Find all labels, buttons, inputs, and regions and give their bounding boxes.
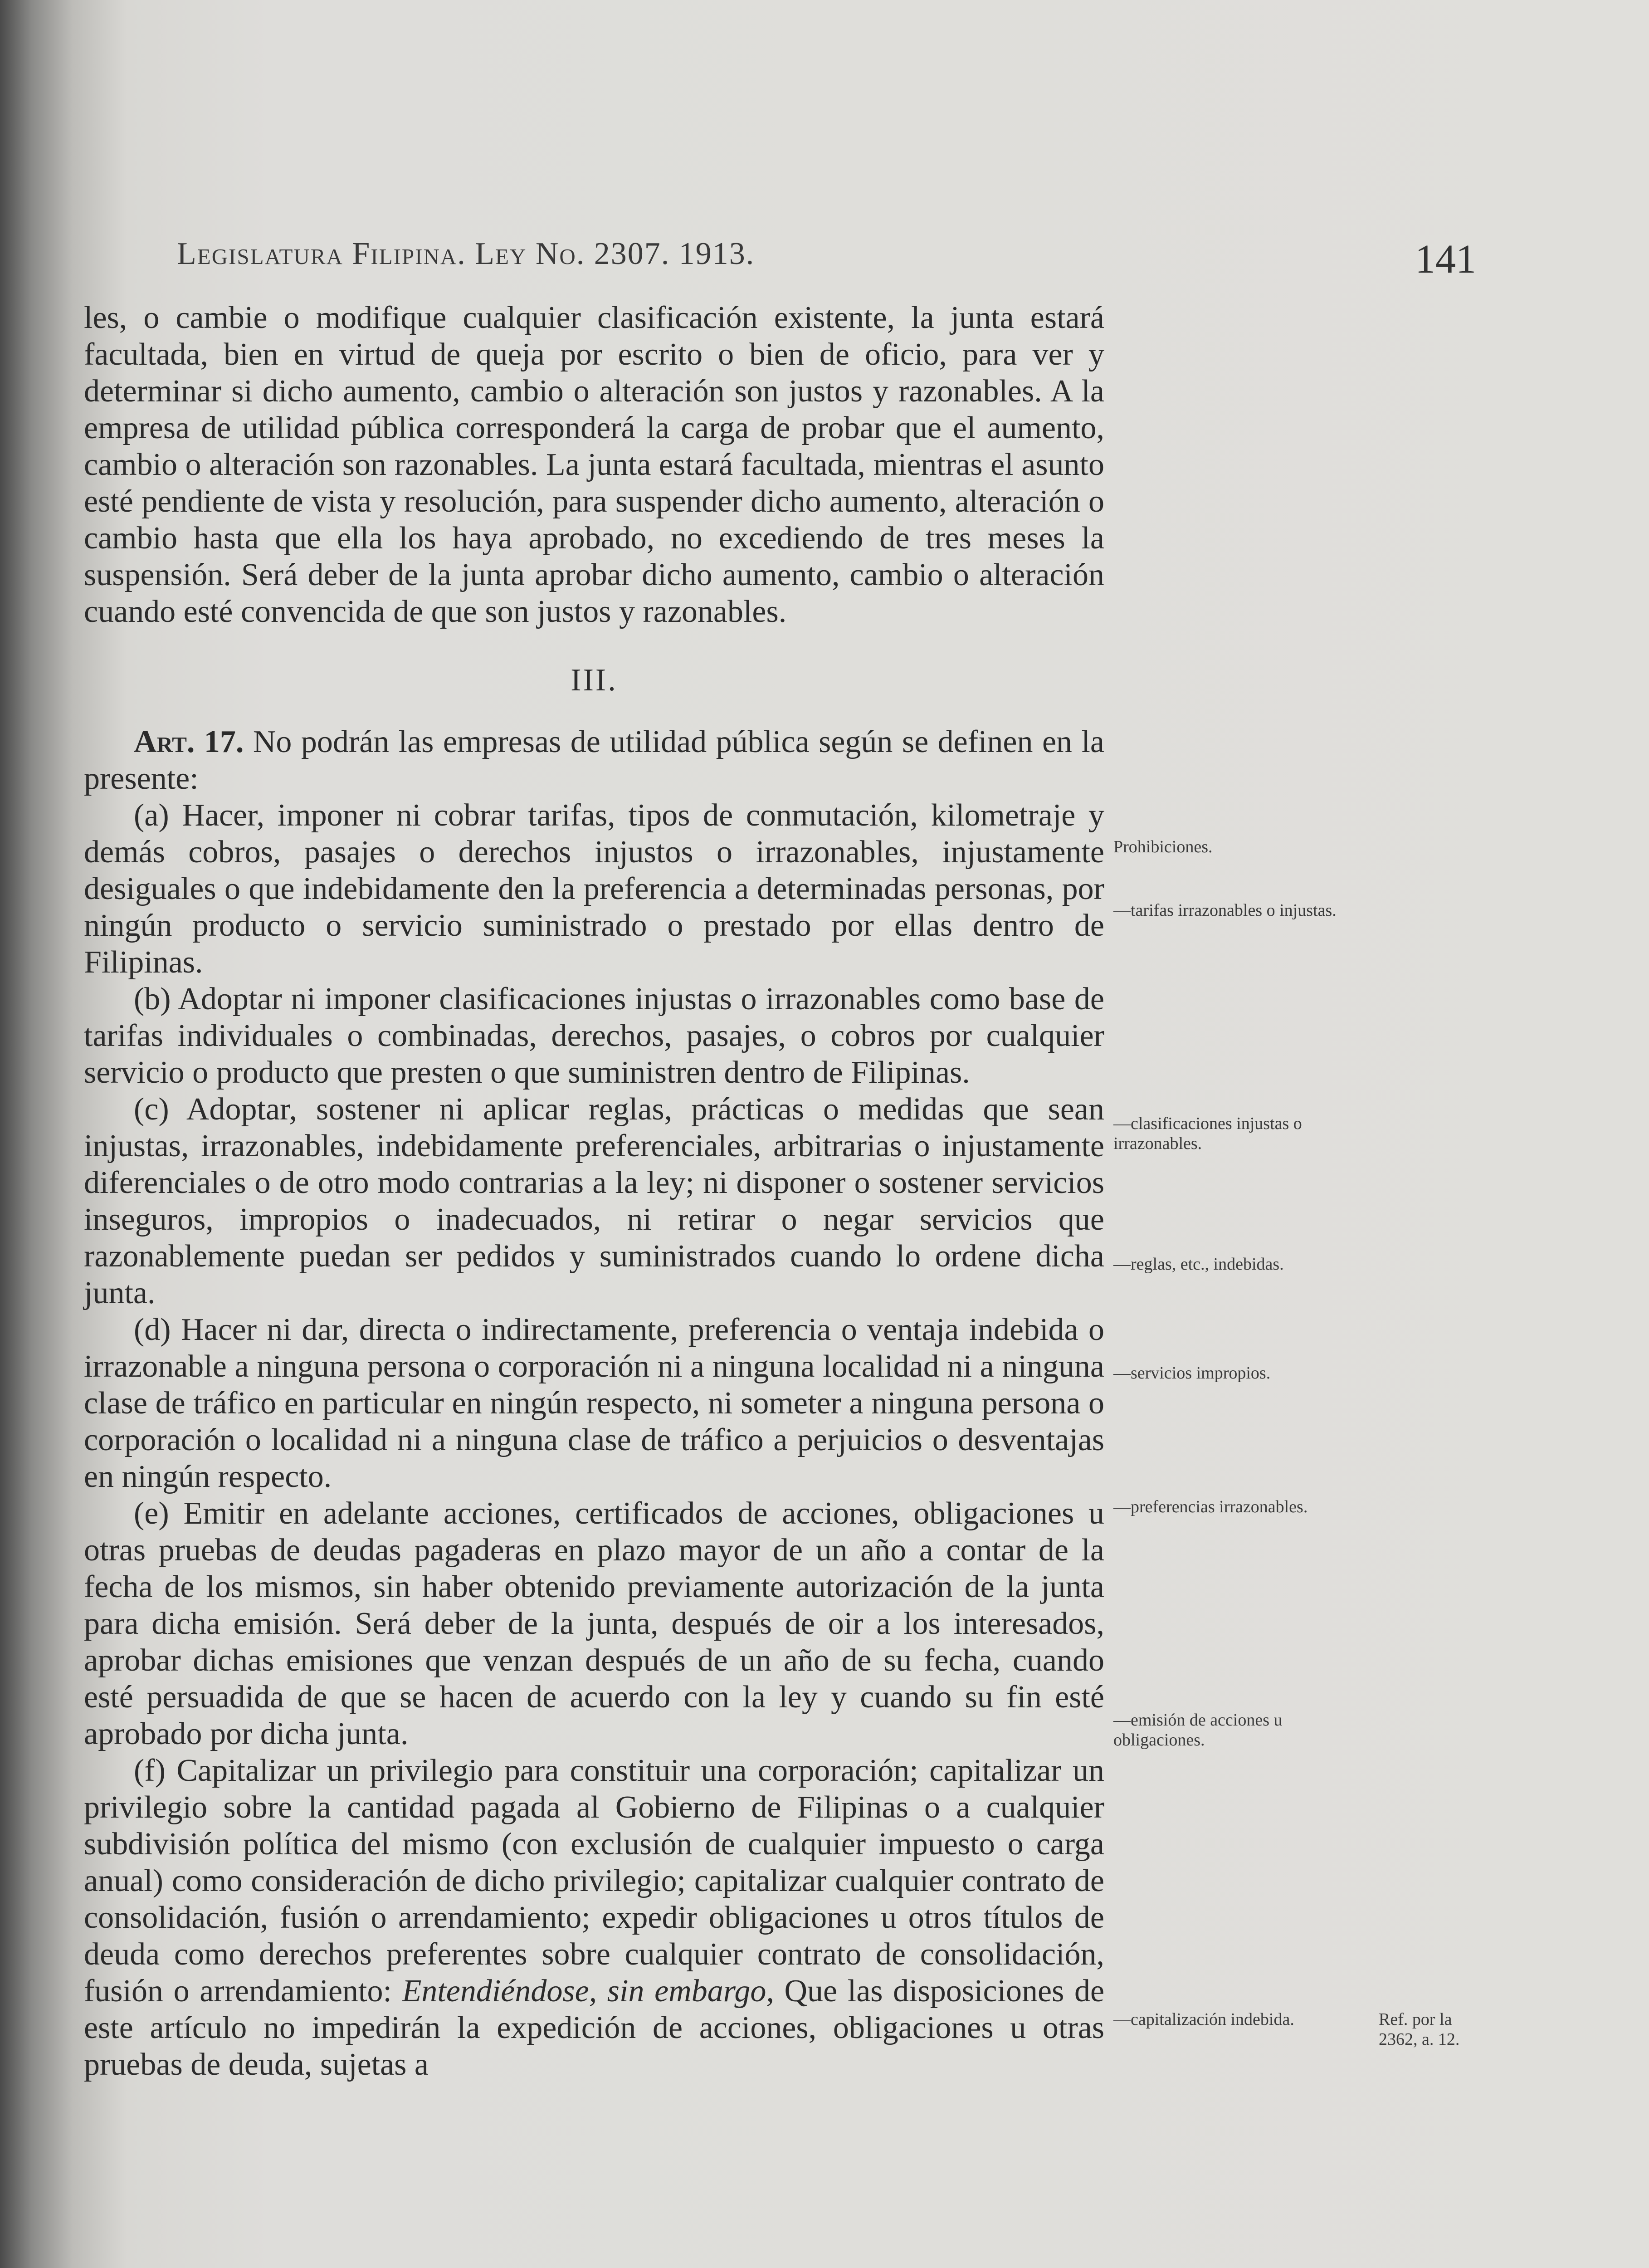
section-number: III. bbox=[571, 663, 618, 698]
margin-note-capitalizacion: —capitalización indebida. bbox=[1113, 2010, 1294, 2029]
margin-note-reference: Ref. por la 2362, a. 12. bbox=[1379, 2010, 1460, 2049]
margin-note-reglas: —reglas, etc., indebidas. bbox=[1113, 1255, 1284, 1274]
item-b-paragraph: (b) Adoptar ni imponer clasificaciones injustas o irrazonables como base de tarifas individuales o combinadas, derechos, pasajes, o cobros por cualquier servicio o producto que presten o que suministren dentro de Filipinas. bbox=[84, 982, 1104, 1090]
margin-note-prohibiciones: Prohibiciones. bbox=[1113, 837, 1213, 856]
margin-note-servicios: —servicios impropios. bbox=[1113, 1364, 1271, 1383]
item-e-paragraph: (e) Emitir en adelante acciones, certificados de acciones, obligaciones u otras pruebas de deudas pagaderas en plazo mayor de un año a contar de la fecha de los mismos, sin haber obtenido previamente autorización de la junta para dicha emisión. Será deber de la junta, después de oir a los interesados, aprobar dichas emisiones que venzan después de un año de su fecha, cuando esté persuadida de que se hacen de acuerdo con la ley y cuando su fin esté aprobado por dicha junta. bbox=[84, 1496, 1104, 1751]
margin-note-preferencias: —preferencias irrazonables. bbox=[1113, 1497, 1308, 1516]
running-head-text: Legislatura Filipina. Ley No. 2307. 1913. bbox=[177, 236, 755, 271]
item-f-end: Que las disposiciones de este artículo no impedirán la expedición de acciones, obligaciones u otras pruebas de deuda, sujetas a bbox=[84, 1974, 1105, 2082]
item-f-proviso-italic: Entendiéndose, sin embargo, bbox=[402, 1974, 774, 2009]
article-17-paragraph bbox=[84, 723, 1104, 797]
item-f-paragraph bbox=[84, 1752, 1104, 2083]
item-c-paragraph: (c) Adoptar, sostener ni aplicar reglas, prácticas o medidas que sean injustas, irrazonables, indebidamente preferenciales, arbitrarias o injustamente diferenciales o de otro modo contrarias a la ley; ni disponer o sostener servicios inseguros, impropios o inadecuados, ni retirar o negar servicios que razonablemente puedan ser pedidos y suministrados cuando lo ordene dicha junta. bbox=[84, 1092, 1104, 1310]
item-d-paragraph: (d) Hacer ni dar, directa o indirectamente, preferencia o ventaja indebida o irrazonable a ninguna persona o corporación ni a ninguna localidad ni a ninguna clase de tráfico en particular en ningún respecto, ni someter a ninguna persona o corporación o localidad ni a ninguna clase de tráfico a perjuicios o desventajas en ningún respecto. bbox=[84, 1312, 1104, 1494]
paragraph-continuation: les, o cambie o modifique cualquier clasificación existente, la junta estará facultada, bien en virtud de queja por escrito o bien de oficio, para ver y determinar si dicho aumento, cambio o alteración son justos y razonables. A la empresa de utilidad pública corresponderá la carga de probar que el aumento, cambio o alteración son razonables. La junta estará facultada, mientras el asunto esté pendiente de vista y resolución, para suspender dicho aumento, alteración o cambio hasta que ella los haya aprobado, no excediendo de tres meses la suspensión. Será deber de la junta aprobar dicho aumento, cambio o alteración cuando esté convencida de que son justos y razonables. bbox=[84, 300, 1104, 629]
article-label: Art. 17. bbox=[134, 724, 244, 759]
margin-note-clasificaciones: —clasificaciones injustas o irrazonables. bbox=[1113, 1114, 1302, 1153]
main-text-column bbox=[84, 299, 1104, 2083]
margin-note-tarifas: —tarifas irrazonables o injustas. bbox=[1113, 901, 1337, 920]
item-a-paragraph: (a) Hacer, imponer ni cobrar tarifas, tipos de conmutación, kilometraje y demás cobros, pasajes o derechos injustos o irrazonables, injustamente desiguales o que indebidamente den la preferencia a determinadas personas, por ningún producto o servicio suministrado o prestado por ellas dentro de Filipinas. bbox=[84, 798, 1104, 980]
article-text: No podrán las empresas de utilidad pública según se definen en la presente: bbox=[84, 724, 1104, 796]
running-head bbox=[177, 236, 1474, 272]
page-number: 141 bbox=[1415, 237, 1476, 282]
item-f-start: (f) Capitalizar un privilegio para constituir una corporación; capitalizar un privilegio sobre la cantidad pagada al Gobierno de Filipinas o a cualquier subdivisión política del mismo (con exclusión de cualquier impuesto o carga anual) como consideración de dicho privilegio; capitalizar cualquier contrato de consolidación, fusión o arrendamiento; expedir obligaciones u otros títulos de deuda como derechos preferentes sobre cualquier contrato de consolidación, fusión o arrendamiento: bbox=[84, 1753, 1104, 2009]
margin-note-emision: —emisión de acciones u obligaciones. bbox=[1113, 1711, 1283, 1750]
